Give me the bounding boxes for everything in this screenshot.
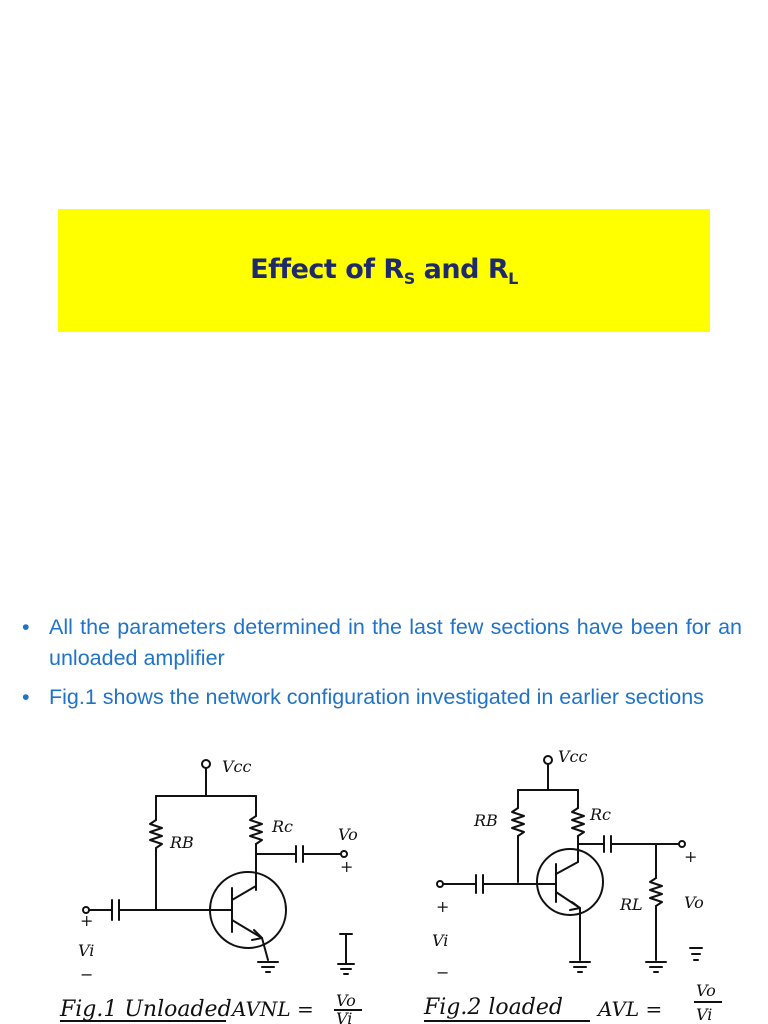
fig1-gain-label: AVNL = bbox=[232, 997, 314, 1021]
fig1-gain-numerator: Vo bbox=[336, 991, 356, 1010]
fig2-caption: Fig.2 loaded bbox=[424, 995, 563, 1020]
bullet-list bbox=[22, 612, 742, 721]
bullet-dot: • bbox=[22, 615, 30, 639]
fig2-gain-denominator: Vi bbox=[696, 1005, 713, 1024]
bullet-dot: • bbox=[22, 685, 30, 709]
fig2-plus-in: + bbox=[436, 897, 450, 916]
bullet-text: All the parameters determined in the last few sections have been for an unloaded amplifier bbox=[49, 615, 742, 670]
fig2-vo-label: Vo bbox=[684, 893, 704, 912]
fig1-rc-label: Rc bbox=[272, 817, 294, 836]
fig1-rb-label: RB bbox=[170, 833, 194, 852]
figure-2-loaded bbox=[437, 756, 702, 972]
fig1-plus-in: + bbox=[80, 911, 94, 930]
fig2-gain-numerator: Vo bbox=[696, 981, 716, 1000]
title-middle: and R bbox=[414, 253, 509, 285]
title-subscript-l: L bbox=[508, 268, 518, 288]
fig1-vi-label: Vi bbox=[78, 941, 95, 960]
bullet-item bbox=[22, 682, 742, 713]
fig1-caption: Fig.1 Unloaded bbox=[60, 997, 232, 1022]
fig2-vi-label: Vi bbox=[432, 931, 449, 950]
title-banner bbox=[58, 209, 710, 332]
fig2-gain-label: AVL = bbox=[598, 997, 663, 1021]
fig1-vo-label: Vo bbox=[338, 825, 358, 844]
bullet-item bbox=[22, 612, 742, 674]
fig2-minus-in: − bbox=[436, 963, 450, 982]
fig2-rc-label: Rc bbox=[590, 805, 612, 824]
title-prefix: Effect of R bbox=[250, 253, 404, 285]
slide-title bbox=[250, 254, 518, 288]
fig2-plus-out: + bbox=[684, 847, 698, 866]
fig1-vcc-label: Vcc bbox=[222, 757, 252, 776]
title-subscript-s: S bbox=[403, 268, 415, 288]
fig1-minus-in: − bbox=[80, 965, 94, 984]
fig1-plus-out: + bbox=[340, 857, 354, 876]
fig2-rb-label: RB bbox=[474, 811, 498, 830]
figure-1-unloaded bbox=[83, 760, 354, 974]
fig2-vcc-label: Vcc bbox=[558, 750, 588, 766]
bullet-text: Fig.1 shows the network configuration investigated in earlier sections bbox=[49, 685, 704, 709]
circuit-figures bbox=[0, 750, 768, 1024]
fig1-gain-denominator: Vi bbox=[336, 1009, 353, 1024]
fig2-rl-label: RL bbox=[620, 895, 643, 914]
